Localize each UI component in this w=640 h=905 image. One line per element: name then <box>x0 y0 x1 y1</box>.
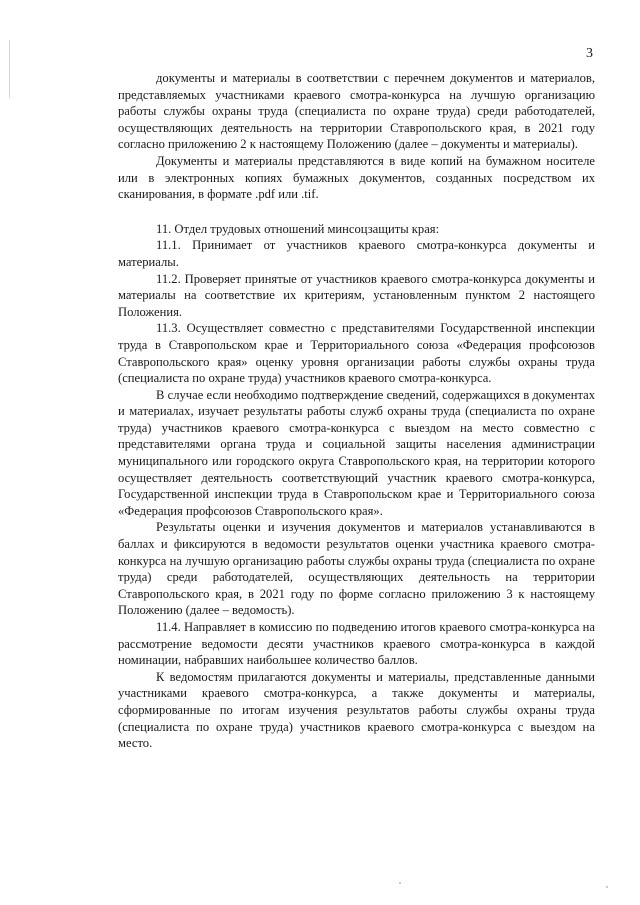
scan-speck <box>606 886 608 888</box>
document-body <box>118 70 595 752</box>
scan-edge-mark <box>9 40 10 98</box>
page-number: 3 <box>586 46 593 61</box>
scan-speck <box>399 882 401 884</box>
paragraph-attachments: К ведомостям прилагаются документы и материалы, представленные данными участниками краевого смотра-конкурса, а также документы и материалы, сформированные по итогам изучения результатов работы службы охраны труда (специалиста по охране труда) участников краевого смотра-конкурса с выездом на место. <box>118 669 595 751</box>
paragraph-11-2: 11.2. Проверяет принятые от участников краевого смотра-конкурса документы и материалы на соответствие их критериям, установленным пунктом 2 настоящего Положения. <box>118 271 595 319</box>
paragraph-results: Результаты оценки и изучения документов и материалов устанавливаются в баллах и фиксируются в ведомости результатов оценки участника краевого смотра-конкурса на лучшую организацию работы службы охраны труда (специалиста по охране труда) среди работодателей, осуществляющих деятельность на территории Ставропольского края, в 2021 году по форме согласно приложению 3 к настоящему Положению (далее – ведомость). <box>118 520 595 618</box>
paragraph-11-4: 11.4. Направляет в комиссию по подведению итогов краевого смотра-конкурса на рассмотрение ведомости десяти участников краевого смотра-конкурса в каждой номинации, набравших наибольшее количество баллов. <box>118 620 595 668</box>
paragraph-verification: В случае если необходимо подтверждение сведений, содержащихся в документах и материалах, изучает результаты работы служб охраны труда (специалиста по охране труда) участников краевого смотра-конкурса с выездом на место совместно с представителями органа труда и социальной защиты населения администрации муниципального или городского округа Ставропольского края, на территории которого осуществляет деятельность соответствующий участник краевого смотра-конкурса, Государственной инспекции труда в Ставропольском крае и Территориального союза «Федерация профсоюзов Ставропольского края». <box>118 387 595 518</box>
paragraph-documents-list: документы и материалы в соответствии с перечнем документов и материалов, представляемых участниками краевого смотра-конкурса на лучшую организацию работы службы охраны труда (специалиста по охране труда) среди работодателей, осуществляющих деятельность на территории Ставропольского края, в 2021 году согласно приложению 2 к настоящему Положению (далее – документы и материалы). <box>118 71 595 152</box>
paragraph-gap <box>118 203 595 221</box>
paragraph-documents-format: Документы и материалы представляются в виде копий на бумажном носителе или в электронных копиях бумажных документов, созданных посредством их сканирования, в формате .pdf или .tif. <box>118 153 595 202</box>
paragraph-11-1: 11.1. Принимает от участников краевого смотра-конкурса документы и материалы. <box>118 238 595 269</box>
paragraph-section-11: 11. Отдел трудовых отношений минсоцзащиты края: <box>156 221 440 236</box>
paragraph-11-3: 11.3. Осуществляет совместно с представителями Государственной инспекции труда в Ставропольском крае и Территориального союза «Федерация профсоюзов Ставропольского края» оценку уровня организации работы службы охраны труда (специалиста по охране труда) участников краевого смотра-конкурса. <box>118 321 595 386</box>
